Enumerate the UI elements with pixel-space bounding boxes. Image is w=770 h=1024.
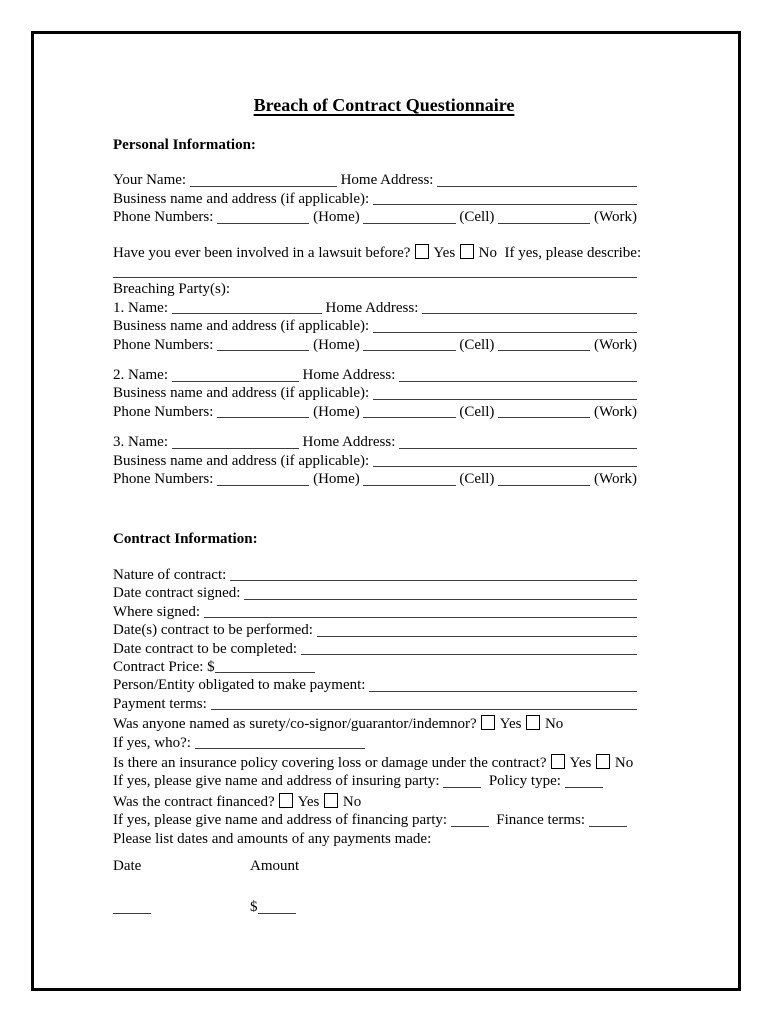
payment-terms-row xyxy=(113,695,637,713)
contract-price-row xyxy=(113,658,637,676)
party1-name-row-label-0: 1. Name: xyxy=(113,299,172,316)
party1-phone-row-label-6: (Work) xyxy=(590,336,637,353)
phone-cell-input[interactable] xyxy=(363,221,455,224)
party3-phone-row xyxy=(113,470,637,488)
nature-of-contract-row-label-0: Nature of contract: xyxy=(113,566,231,583)
payment-table-row xyxy=(113,898,637,916)
insuring-party-input[interactable] xyxy=(443,785,481,788)
party3-business-row-label-0: Business name and address (if applicable): xyxy=(113,452,373,469)
insurance-question-row xyxy=(113,752,637,772)
surety-question-row-label-0: Was anyone named as surety/co-signor/guarantor/indemnor? xyxy=(113,716,481,733)
surety-no-checkbox[interactable] xyxy=(526,715,540,730)
party2-name-input[interactable] xyxy=(172,379,299,382)
financing-details-row-label-2: Finance terms: xyxy=(488,812,589,829)
financing-details-row xyxy=(113,811,637,829)
lawsuit-question-row-label-4: No If yes, please describe: xyxy=(474,244,642,261)
business-address-row xyxy=(113,190,637,208)
date-performed-row xyxy=(113,621,637,639)
lawsuit-question-row-label-0: Have you ever been involved in a lawsuit before? xyxy=(113,244,415,261)
financed-no-checkbox[interactable] xyxy=(324,793,338,808)
your-name-row xyxy=(113,171,637,189)
date-completed-input[interactable] xyxy=(301,652,637,655)
party1-name-row xyxy=(113,299,637,317)
party1-business-row xyxy=(113,317,637,335)
party3-business-row xyxy=(113,452,637,470)
payment-date-input[interactable] xyxy=(113,911,151,914)
party2-phone-row-label-0: Phone Numbers: xyxy=(113,403,218,420)
date-signed-row-label-0: Date contract signed: xyxy=(113,585,245,602)
payment-terms-row-label-0: Payment terms: xyxy=(113,695,211,712)
nature-of-contract-row xyxy=(113,566,637,584)
finance-terms-input[interactable] xyxy=(589,824,627,827)
lawsuit-question-row xyxy=(113,242,642,262)
surety-question-row-label-4: No xyxy=(541,716,564,733)
party3-phone-home-input[interactable] xyxy=(217,483,309,486)
date-completed-row-label-0: Date contract to be completed: xyxy=(113,640,301,657)
insurance-no-checkbox[interactable] xyxy=(596,754,610,769)
party3-phone-row-label-2: (Home) xyxy=(309,471,364,488)
financed-question-row-label-4: No xyxy=(339,793,362,810)
party3-phone-work-input[interactable] xyxy=(498,483,590,486)
party2-phone-row xyxy=(113,403,637,421)
where-signed-row-label-0: Where signed: xyxy=(113,603,204,620)
party3-business-address-input[interactable] xyxy=(373,464,637,467)
your-name-input[interactable] xyxy=(190,184,337,187)
insurance-question-row-label-2: Yes xyxy=(566,754,596,771)
phone-numbers-row-label-2: (Home) xyxy=(309,209,364,226)
party2-phone-work-input[interactable] xyxy=(498,415,590,418)
party1-phone-cell-input[interactable] xyxy=(363,348,455,351)
party3-name-row-label-0: 3. Name: xyxy=(113,434,172,451)
party1-phone-row-label-0: Phone Numbers: xyxy=(113,336,218,353)
date-performed-row-label-0: Date(s) contract to be performed: xyxy=(113,622,317,639)
financed-question-row-label-0: Was the contract financed? xyxy=(113,793,279,810)
surety-who-row xyxy=(113,734,637,752)
party2-business-row xyxy=(113,384,637,402)
lawsuit-yes-checkbox[interactable] xyxy=(415,244,429,259)
financed-question-row xyxy=(113,791,637,811)
party1-phone-row-label-4: (Cell) xyxy=(455,336,499,353)
breaching-party-heading-label-0: Breaching Party(s): xyxy=(113,281,231,298)
party1-business-address-input[interactable] xyxy=(373,330,637,333)
surety-yes-checkbox[interactable] xyxy=(481,715,495,730)
party1-business-row-label-0: Business name and address (if applicable): xyxy=(113,318,373,335)
party3-name-row-label-2: Home Address: xyxy=(298,434,400,451)
party2-phone-row-label-2: (Home) xyxy=(309,403,364,420)
home-address-input[interactable] xyxy=(437,184,637,187)
surety-question-row-label-2: Yes xyxy=(496,716,526,733)
your-name-row-label-0: Your Name: xyxy=(113,172,190,189)
phone-home-input[interactable] xyxy=(217,221,309,224)
contract-info-heading-label-0: Contract Information: xyxy=(113,530,258,547)
where-signed-input[interactable] xyxy=(204,615,637,618)
party2-name-row-label-0: 2. Name: xyxy=(113,367,172,384)
payment-obligor-input[interactable] xyxy=(369,689,637,692)
party1-home-address-input[interactable] xyxy=(422,311,637,314)
business-address-row-label-0: Business name and address (if applicable): xyxy=(113,190,373,207)
nature-of-contract-input[interactable] xyxy=(230,578,637,581)
your-name-row-label-2: Home Address: xyxy=(336,172,438,189)
financing-details-row-label-0: If yes, please give name and address of financing party: xyxy=(113,812,451,829)
date-column-header: Date xyxy=(113,858,142,874)
date-signed-row xyxy=(113,584,637,602)
insurance-details-row-label-0: If yes, please give name and address of insuring party: xyxy=(113,773,444,790)
personal-info-heading-label-0: Personal Information: xyxy=(113,137,256,153)
party2-home-address-input[interactable] xyxy=(399,379,637,382)
party3-phone-row-label-4: (Cell) xyxy=(455,471,499,488)
phone-numbers-row xyxy=(113,208,637,226)
party3-phone-row-label-6: (Work) xyxy=(590,471,637,488)
amount-column-header: Amount xyxy=(250,858,300,874)
financed-question-row-label-2: Yes xyxy=(294,793,324,810)
phone-numbers-row-label-4: (Cell) xyxy=(455,209,499,226)
insurance-details-row-label-2: Policy type: xyxy=(481,773,565,790)
payments-made-row-label-0: Please list dates and amounts of any payments made: xyxy=(113,830,432,847)
contract-price-input[interactable] xyxy=(215,670,315,673)
party3-name-row xyxy=(113,433,637,451)
payment-obligor-row xyxy=(113,676,637,694)
phone-work-input[interactable] xyxy=(498,221,590,224)
financed-yes-checkbox[interactable] xyxy=(279,793,293,808)
insurance-question-row-label-4: No xyxy=(611,754,634,771)
party2-phone-cell-input[interactable] xyxy=(363,415,455,418)
breaching-party-heading xyxy=(113,280,637,298)
party2-business-row-label-0: Business name and address (if applicable): xyxy=(113,385,373,402)
payment-table-header xyxy=(113,857,637,875)
policy-type-input[interactable] xyxy=(565,785,603,788)
lawsuit-describe-row xyxy=(113,262,637,280)
party1-phone-row-label-2: (Home) xyxy=(309,336,364,353)
payment-amount-input[interactable] xyxy=(258,911,296,914)
party2-business-address-input[interactable] xyxy=(373,397,637,400)
form-content xyxy=(113,0,642,917)
payment-terms-input[interactable] xyxy=(211,707,638,710)
contract-info-heading xyxy=(113,530,637,548)
party3-phone-row-label-0: Phone Numbers: xyxy=(113,471,218,488)
payment-obligor-row-label-0: Person/Entity obligated to make payment: xyxy=(113,677,370,694)
date-signed-input[interactable] xyxy=(244,597,637,600)
insurance-details-row xyxy=(113,772,637,790)
party2-phone-row-label-4: (Cell) xyxy=(455,403,499,420)
party3-home-address-input[interactable] xyxy=(399,446,637,449)
phone-numbers-row-label-0: Phone Numbers: xyxy=(113,209,218,226)
form-title: Breach of Contract Questionnaire xyxy=(253,95,515,115)
party1-phone-row xyxy=(113,336,637,354)
surety-who-input[interactable] xyxy=(195,746,365,749)
surety-who-row-label-0: If yes, who?: xyxy=(113,734,195,751)
date-completed-row xyxy=(113,640,637,658)
financing-party-input[interactable] xyxy=(451,824,489,827)
business-address-input[interactable] xyxy=(373,202,637,205)
insurance-yes-checkbox[interactable] xyxy=(551,754,565,769)
party1-phone-home-input[interactable] xyxy=(217,348,309,351)
lawsuit-describe-input[interactable] xyxy=(113,275,637,278)
date-performed-input[interactable] xyxy=(317,634,637,637)
party1-phone-work-input[interactable] xyxy=(498,348,590,351)
insurance-question-row-label-0: Is there an insurance policy covering loss or damage under the contract? xyxy=(113,754,551,771)
lawsuit-question-row-label-2: Yes xyxy=(430,244,459,261)
party2-phone-row-label-6: (Work) xyxy=(590,403,637,420)
phone-numbers-row-label-6: (Work) xyxy=(590,209,637,226)
party1-name-input[interactable] xyxy=(172,311,322,314)
party2-phone-home-input[interactable] xyxy=(217,415,309,418)
contract-price-row-label-0: Contract Price: $ xyxy=(113,658,215,675)
party3-phone-cell-input[interactable] xyxy=(363,483,455,486)
party3-name-input[interactable] xyxy=(172,446,299,449)
personal-info-heading xyxy=(113,136,637,154)
party2-name-row xyxy=(113,366,637,384)
party1-name-row-label-2: Home Address: xyxy=(321,299,423,316)
surety-question-row xyxy=(113,713,637,733)
where-signed-row xyxy=(113,603,637,621)
lawsuit-no-checkbox[interactable] xyxy=(460,244,474,259)
payments-made-row xyxy=(113,830,637,848)
payment-table-row-label-1: $ xyxy=(250,899,258,916)
party2-name-row-label-2: Home Address: xyxy=(298,367,400,384)
